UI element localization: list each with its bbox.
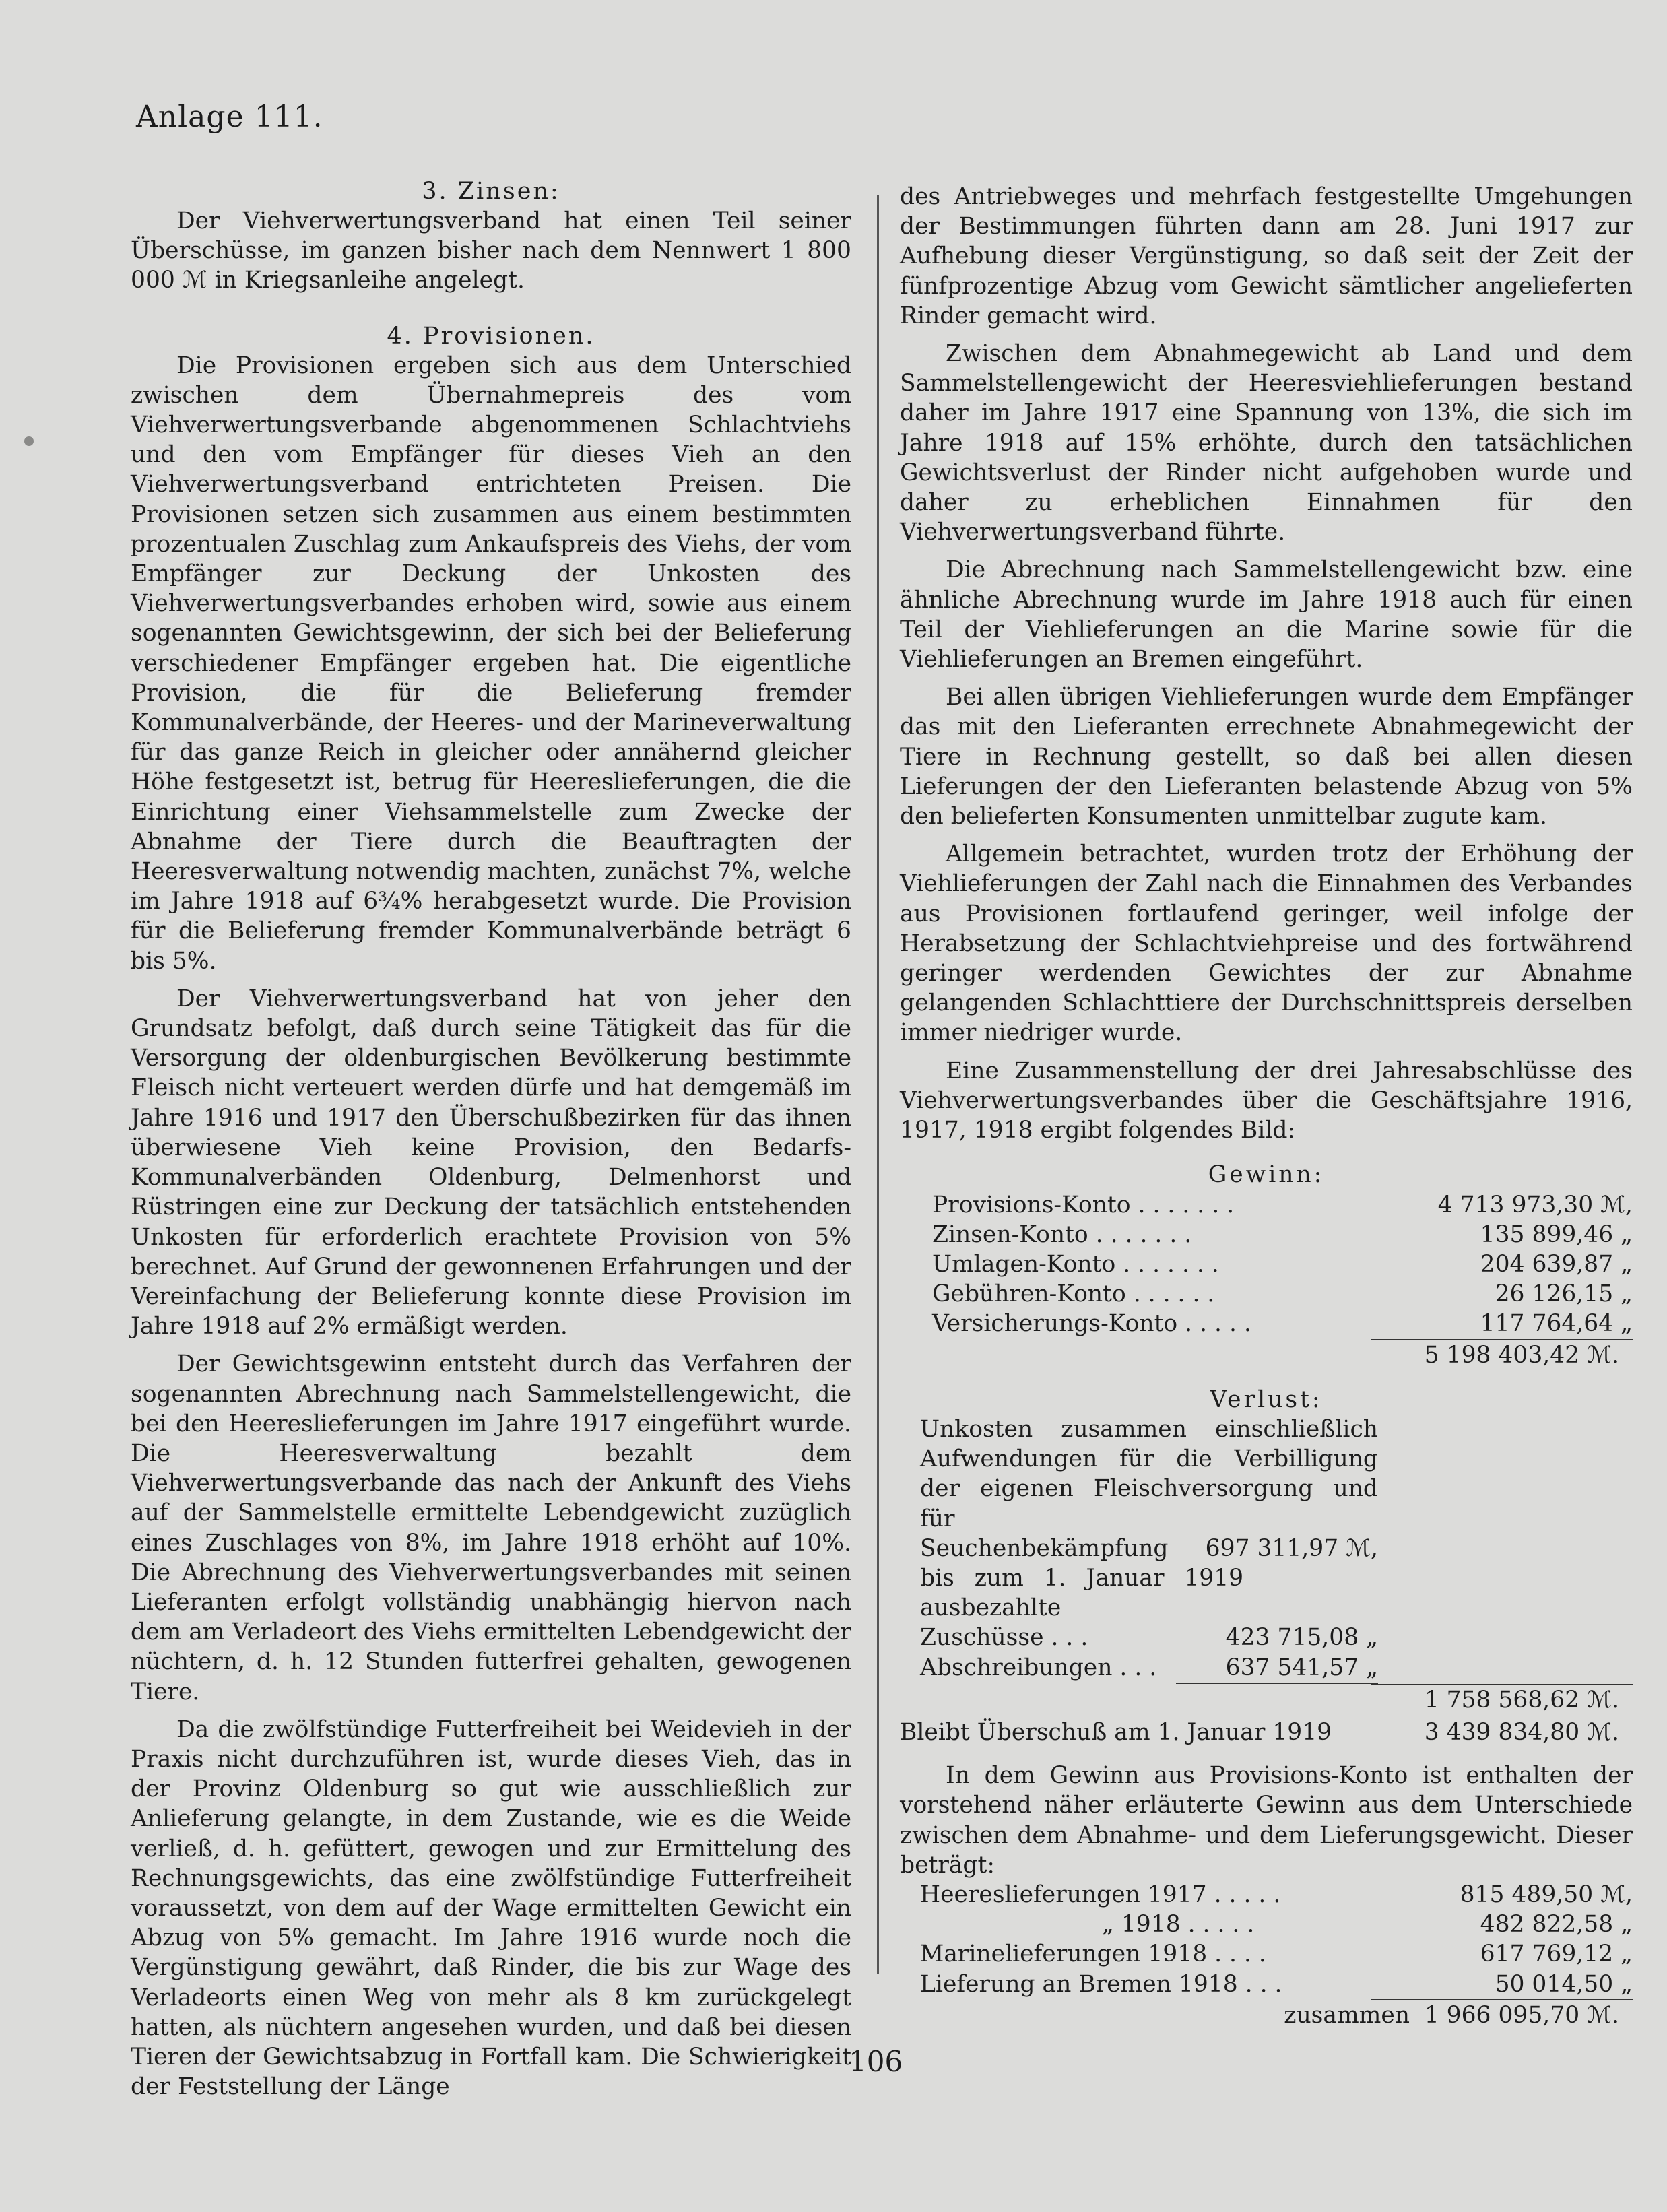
verlust-row (920, 1563, 1378, 1623)
paragraph: Der Viehverwertungsverband hat von jeher den Grundsatz befolgt, daß durch seine Tätigkeit das für die Versorgung der oldenburgischen Bevölkerung bestimmte Fleisch nicht verteuert werden dürfe und hat demgemäß im Jahre 1916 und 1917 den Überschußbezirken für das ihnen überwiesene Vieh keine Provision, den Bedarfs-Kommunalverbänden Oldenburg, Delmenhorst und Rüstringen eine zur Deckung der tatsächlich entstehenden Unkosten für erforderlich erachtete Provision von 5% berechnet. Auf Grund der gewonnenen Erfahrungen und der Vereinfachung der Belieferung konnte diese Provision im Jahre 1918 auf 2% ermäßigt werden. (131, 985, 851, 1340)
gewinn-title: Gewinn: (1208, 1161, 1325, 1189)
verlust-items (900, 1414, 1378, 1684)
sum-line (1176, 1683, 1378, 1684)
row-value: 697 311,97 ℳ, (1205, 1534, 1378, 1562)
row-value: 4 713 973,30 ℳ, (1437, 1191, 1633, 1218)
column-divider (877, 195, 879, 1974)
paragraph: Da die zwölfstündige Futterfreiheit bei Weidevieh in der Praxis nicht durchzuführen ist, wurde dieses Vieh, das in der Provinz Oldenburg so gut wie ausschließlich zur Anlieferung gelangte, in dem Zustande, wie es die Weide verließ, d. h. gefüttert, gewogen und zur Ermittelung des Rechnungsgewichts, das eine zwölfstündige Futterfreiheit voraussetzt, von dem auf der Wage ermittelten Gewicht ein Abzug von 5% gemacht. Im Jahre 1916 wurde noch die Vergünstigung gewährt, daß Rinder, die bis zur Wage des Verladeorts einen Weg von mehr als 8 km zurückgelegt hatten, als nüchtern angesehen wurden, und daß bei diesen Tieren der Gewichtsabzug in Fortfall kam. Die Schwierigkeit der Feststellung der Länge (131, 1716, 851, 2101)
paragraph: Die Provisionen ergeben sich aus dem Unterschied zwischen dem Übernahmepreis des vom Viehverwertungsverbande abgenommenen Schlachtviehs und den vom Empfänger für dieses Vieh an den Viehverwertungsverband entrichteten Preisen. Die Provisionen setzen sich zusammen aus einem bestimmten prozentualen Zuschlag zum Ankaufspreis des Viehs, der vom Empfänger zur Deckung der Unkosten des Viehverwertungsverbandes erhoben wird, sowie aus einem sogenannten Gewichtsgewinn, der sich bei der Belieferung verschiedener Empfänger ergeben hat. Die eigentliche Provision, die für die Belieferung fremder Kommunalverbände, der Heeres- und der Marineverwaltung für das ganze Reich in gleicher oder annähernd gleicher Höhe festgesetzt ist, betrug für Heereslieferungen, die die Einrichtung einer Viehsammelstelle zum Zwecke der Abnahme der Tiere durch die Beauftragten der Heeresverwaltung notwendig machten, zunächst 7%, welche im Jahre 1918 auf 6¾% herabgesetzt wurde. Die Provision für die Belieferung fremder Kommunalverbände beträgt 6 bis 5%. (131, 352, 851, 975)
row-value: 637 541,57 „ (1225, 1654, 1378, 1681)
row-value: 815 489,50 ℳ, (1460, 1881, 1633, 1908)
paragraph: Die Abrechnung nach Sammelstellengewicht bzw. eine ähnliche Abrechnung wurde im Jahre 1918 auch für einen Teil der Viehlieferungen an die Marine sowie für die Viehlieferungen an Bremen eingeführt. (900, 556, 1633, 674)
paragraph: Eine Zusammenstellung der drei Jahresabschlüsse des Viehverwertungsverbandes über die Geschäftsjahre 1916, 1917, 1918 ergibt folgendes Bild: (900, 1057, 1633, 1144)
verlust-table (900, 1385, 1633, 1747)
row-label: Seuchenbekämpfung (920, 1534, 1169, 1562)
lieferung-row (900, 1939, 1633, 1969)
row-label: „ 1918 . . . . . (1102, 1911, 1255, 1939)
margin-mark (24, 436, 34, 446)
left-column (131, 176, 851, 2102)
paragraph: des Antriebweges und mehrfach festgestellte Umgehungen der Bestimmungen führten dann am 28. Juni 1917 zur Aufhebung dieser Vergünstigung, so daß seit der Zeit der fünfprozentige Abzug vom Gewicht sämtlicher angelieferten Rinder gemacht wird. (900, 183, 1633, 329)
row-value: 135 899,46 „ (1480, 1221, 1633, 1248)
page-number: 106 (849, 2045, 903, 2078)
row-value (1243, 1563, 1378, 1623)
verlust-body (900, 1414, 1633, 1684)
lieferungen-table (900, 1880, 1633, 2030)
verlust-title: Verlust: (1210, 1386, 1323, 1413)
paragraph: Zwischen dem Abnahmegewicht ab Land und dem Sammelstellengewicht der Heeresviehlieferungen bestand daher im Jahre 1917 eine Spannung von 13%, die sich im Jahre 1918 auf 15% erhöhte, durch den tatsächlichen Gewichtsverlust der Rinder nicht aufgehoben wurde und daher zu erheblichen Einnahmen für den Viehverwertungsverband führte. (900, 340, 1633, 546)
gewinn-row (900, 1279, 1633, 1309)
gewinn-row (900, 1249, 1633, 1279)
row-value: 26 126,15 „ (1495, 1280, 1633, 1308)
verlust-row (920, 1534, 1378, 1563)
row-value: 117 764,64 „ (1480, 1310, 1633, 1338)
row-label: Provisions-Konto . . . . . . . (932, 1191, 1235, 1218)
lieferung-row (900, 1910, 1633, 1939)
row-label: Gebühren-Konto . . . . . . (932, 1280, 1215, 1308)
row-value: 423 715,08 „ (1225, 1624, 1378, 1652)
verlust-row (920, 1653, 1378, 1683)
row-value: 50 014,50 „ (1495, 1970, 1633, 1998)
row-value: 482 822,58 „ (1480, 1911, 1633, 1939)
gewinn-table (900, 1160, 1633, 1369)
row-label: Lieferung an Bremen 1918 . . . (920, 1970, 1282, 1998)
row-label: Versicherungs-Konto . . . . . (932, 1310, 1251, 1338)
section-title-provisionen: 4. Provisionen. (387, 322, 595, 350)
paragraph: Bei allen übrigen Viehlieferungen wurde dem Empfänger das mit den Lieferanten errechnete Abnahmegewicht der Tiere in Rechnung gestellt, so daß bei allen diesen Lieferungen der den Lieferanten belastende Abzug von 5% den belieferten Konsumenten unmittelbar zugute kam. (900, 684, 1633, 831)
lieferung-row (900, 1880, 1633, 1910)
row-label: bis zum 1. Januar 1919 ausbezahlte (920, 1564, 1244, 1622)
lieferung-row (900, 1970, 1633, 1999)
zusammen-row (900, 2000, 1633, 2030)
row-label: Marinelieferungen 1918 . . . . (920, 1941, 1266, 1968)
verlust-text: Unkosten zusammen einschließlich Aufwendungen für die Verbilligung der eigenen Fleischversorgung und für (920, 1415, 1378, 1532)
paragraph: In dem Gewinn aus Provisions-Konto ist enthalten der vorstehend näher erläuterte Gewinn aus dem Unterschiede zwischen dem Abnahme- und dem Lieferungsgewicht. Dieser beträgt: (900, 1762, 1633, 1879)
row-value: 617 769,12 „ (1480, 1941, 1633, 1968)
verlust-total: 1 758 568,62 ℳ. (1424, 1686, 1619, 1714)
bleibt-row (900, 1718, 1633, 1747)
row-label: Abschreibungen . . . (920, 1654, 1157, 1681)
bleibt-value: 3 439 834,80 ℳ. (1424, 1718, 1619, 1746)
paragraph: Allgemein betrachtet, wurden trotz der Erhöhung der Viehlieferungen der Zahl nach die Einnahmen des Verbandes aus Provisionen fortlaufend geringer, weil infolge der Herabsetzung der Schlachtviehpreise und des fortwährend geringer werdenden Gewichtes der zur Abnahme gelangenden Schlachttiere der Durchschnittspreis derselben immer niedriger wurde. (900, 841, 1633, 1047)
gewinn-total: 5 198 403,42 ℳ. (1424, 1341, 1619, 1369)
row-label: Zinsen-Konto . . . . . . . (932, 1221, 1192, 1248)
row-label: Heereslieferungen 1917 . . . . . (920, 1881, 1281, 1908)
gewinn-row (900, 1309, 1633, 1338)
gewinn-row (900, 1220, 1633, 1249)
row-value: 204 639,87 „ (1480, 1250, 1633, 1278)
section-title-zinsen: 3. Zinsen: (422, 178, 560, 205)
paragraph: Der Gewichtsgewinn entsteht durch das Verfahren der sogenannten Abrechnung nach Sammelstellengewicht, die bei den Heereslieferungen im Jahre 1917 eingeführt wurde. Die Heeresverwaltung bezahlt dem Viehverwertungsverbande das nach der Ankunft des Viehs auf der Sammelstelle ermittelte Lebendgewicht zuzüglich eines Zuschlages von 8%, im Jahre 1918 erhöht auf 10%. Die Abrechnung des Viehverwertungsverbandes mit seinen Lieferanten erfolgt vollständig unabhängig hiervon nach dem am Verladeort des Viehs ermittelten Lebendgewicht der nüchtern, d. h. 12 Stunden futterfrei gehalten, gewogenen Tiere. (131, 1351, 851, 1705)
zusammen-label: zusammen (1284, 2001, 1410, 2029)
verlust-row (920, 1623, 1378, 1652)
paragraph: Der Viehverwertungsverband hat einen Teil seiner Überschüsse, im ganzen bisher nach dem Nennwert 1 800 000 ℳ in Kriegsanleihe angelegt. (131, 207, 851, 294)
row-label: Zuschüsse . . . (920, 1624, 1088, 1652)
zusammen-value: 1 966 095,70 ℳ. (1424, 2001, 1619, 2029)
row-label: Umlagen-Konto . . . . . . . (932, 1250, 1219, 1278)
gewinn-row (900, 1190, 1633, 1220)
page-header: Anlage 111. (136, 100, 323, 134)
bleibt-label: Bleibt Überschuß am 1. Januar 1919 (900, 1718, 1332, 1746)
right-column (900, 182, 1633, 2030)
